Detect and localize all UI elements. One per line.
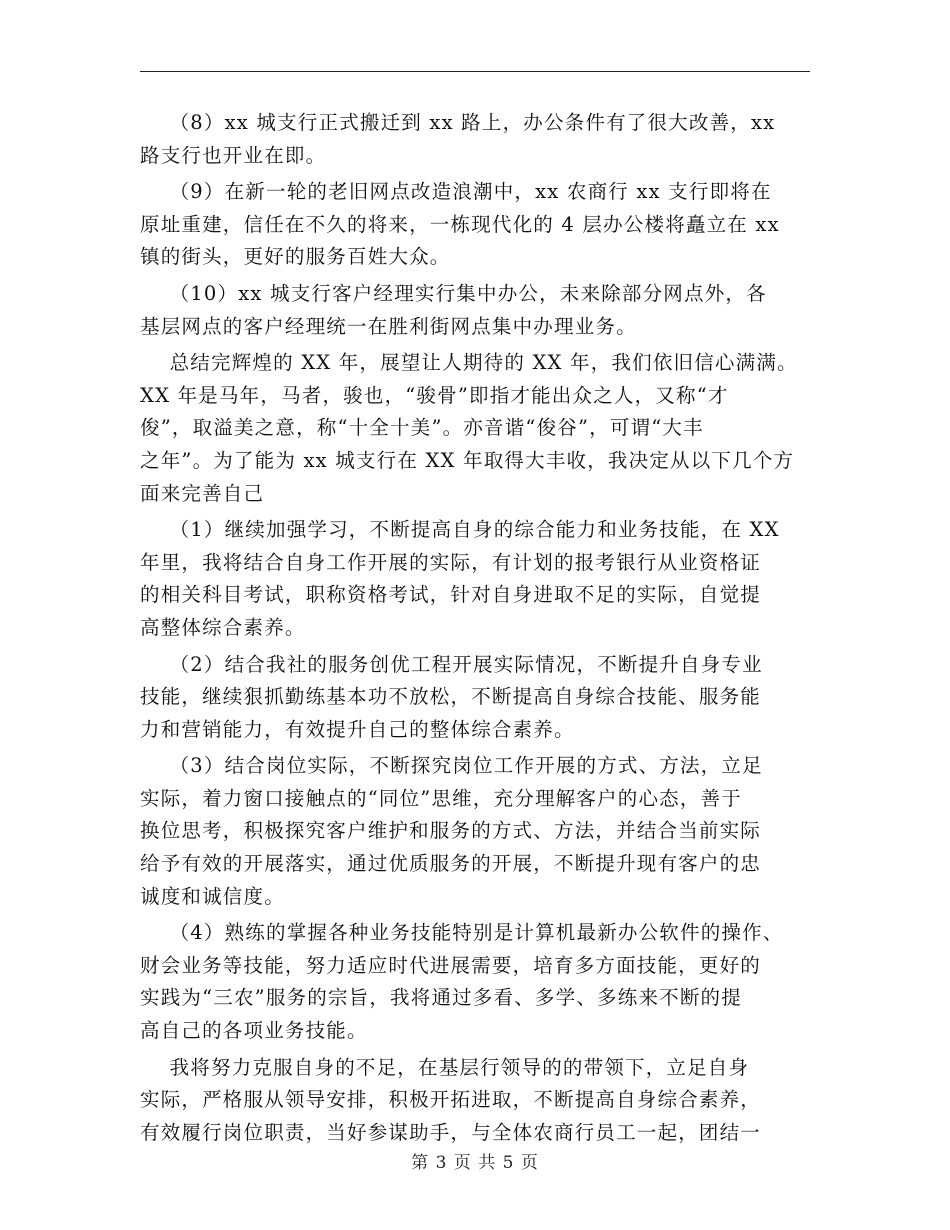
document-body [140, 107, 820, 1149]
paragraph [140, 514, 820, 644]
text-line: 原址重建，信任在不久的将来，一栋现代化的 4 层办公楼将矗立在 xx [140, 212, 780, 236]
text-line: 总结完辉煌的 XX 年，展望让人期待的 XX 年，我们依旧信心满满。 [140, 351, 798, 375]
paragraph [140, 278, 820, 343]
text-line: （8）xx 城支行正式搬迁到 xx 路上，办公条件有了很大改善，xx [140, 111, 776, 134]
page-footer: 第 3 页 共 5 页 [411, 1153, 539, 1173]
text-line: XX 年是马年，马者，骏也，“骏骨”即指才能出众之人，又称“才 [140, 383, 729, 407]
text-line: 实践为“三农”服务的宗旨，我将通过多看、多学、多练来不断的提 [140, 986, 742, 1010]
text-line: 技能，继续狠抓勤练基本功不放松，不断提高自身综合技能、服务能 [140, 685, 762, 709]
paragraph [140, 107, 820, 172]
text-line: 换位思考，积极探究客户维护和服务的方式、方法，并结合当前实际 [140, 819, 762, 843]
text-line: （3）结合岗位实际，不断探究岗位工作开展的方式、方法，立足 [140, 754, 763, 778]
text-line: 我将努力克服自身的不足，在基层行领导的的带领下，立足自身 [140, 1055, 750, 1079]
text-line: 诚度和诚信度。 [140, 884, 285, 908]
paragraph [140, 1052, 820, 1150]
text-line: 财会业务等技能，努力适应时代进展需要，培育多方面技能，更好的 [140, 953, 762, 977]
text-line: （4）熟练的掌握各种业务技能特别是计算机最新办公软件的操作、 [140, 921, 784, 945]
text-line: （10）xx 城支行客户经理实行集中办公，未来除部分网点外，各 [140, 281, 767, 305]
header-rule [140, 71, 810, 72]
text-line: 实际，着力窗口接触点的“同位”思维，充分理解客户的心态，善于 [140, 786, 742, 810]
text-line: 面来完善自己 [140, 481, 265, 505]
text-line: 给予有效的开展落实，通过优质服务的开展，不断提升现有客户的忠 [140, 852, 762, 876]
text-line: 力和营销能力，有效提升自己的整体综合素养。 [140, 717, 575, 741]
text-line: 之年”。为了能为 xx 城支行在 XX 年取得大丰收，我决定从以下几个方 [140, 448, 795, 472]
paragraph [140, 649, 820, 747]
text-line: 高自己的各项业务技能。 [140, 1019, 368, 1043]
paragraph [140, 750, 820, 913]
text-line: （1）继续加强学习，不断提高自身的综合能力和业务技能，在 XX [140, 518, 780, 542]
text-line: 有效履行岗位职责，当好参谋助手，与全体农商行员工一起，团结一 [140, 1120, 762, 1144]
text-line: 镇的街头，更好的服务百姓大众。 [140, 245, 451, 269]
paragraph [140, 176, 820, 274]
text-line: （9）在新一轮的老旧网点改造浪潮中，xx 农商行 xx 支行即将在 [140, 180, 772, 204]
paragraph [140, 347, 820, 510]
text-line: 路支行也开业在即。 [140, 143, 327, 167]
paragraph [140, 917, 820, 1047]
text-line: 年里，我将结合自身工作开展的实际，有计划的报考银行从业资格证 [140, 550, 762, 574]
text-line: 实际，严格服从领导安排，积极开拓进取，不断提高自身综合素养， [140, 1088, 762, 1112]
text-line: （2）结合我社的服务创优工程开展实际情况，不断提升自身专业 [140, 652, 763, 676]
text-line: 高整体综合素养。 [140, 615, 306, 639]
text-line: 基层网点的客户经理统一在胜利街网点集中办理业务。 [140, 314, 637, 338]
text-line: 俊”，取溢美之意，称“十全十美”。亦音谐“俊谷”，可谓“大丰 [140, 416, 704, 440]
text-line: 的相关科目考试，职称资格考试，针对自身进取不足的实际，自觉提 [140, 583, 762, 607]
